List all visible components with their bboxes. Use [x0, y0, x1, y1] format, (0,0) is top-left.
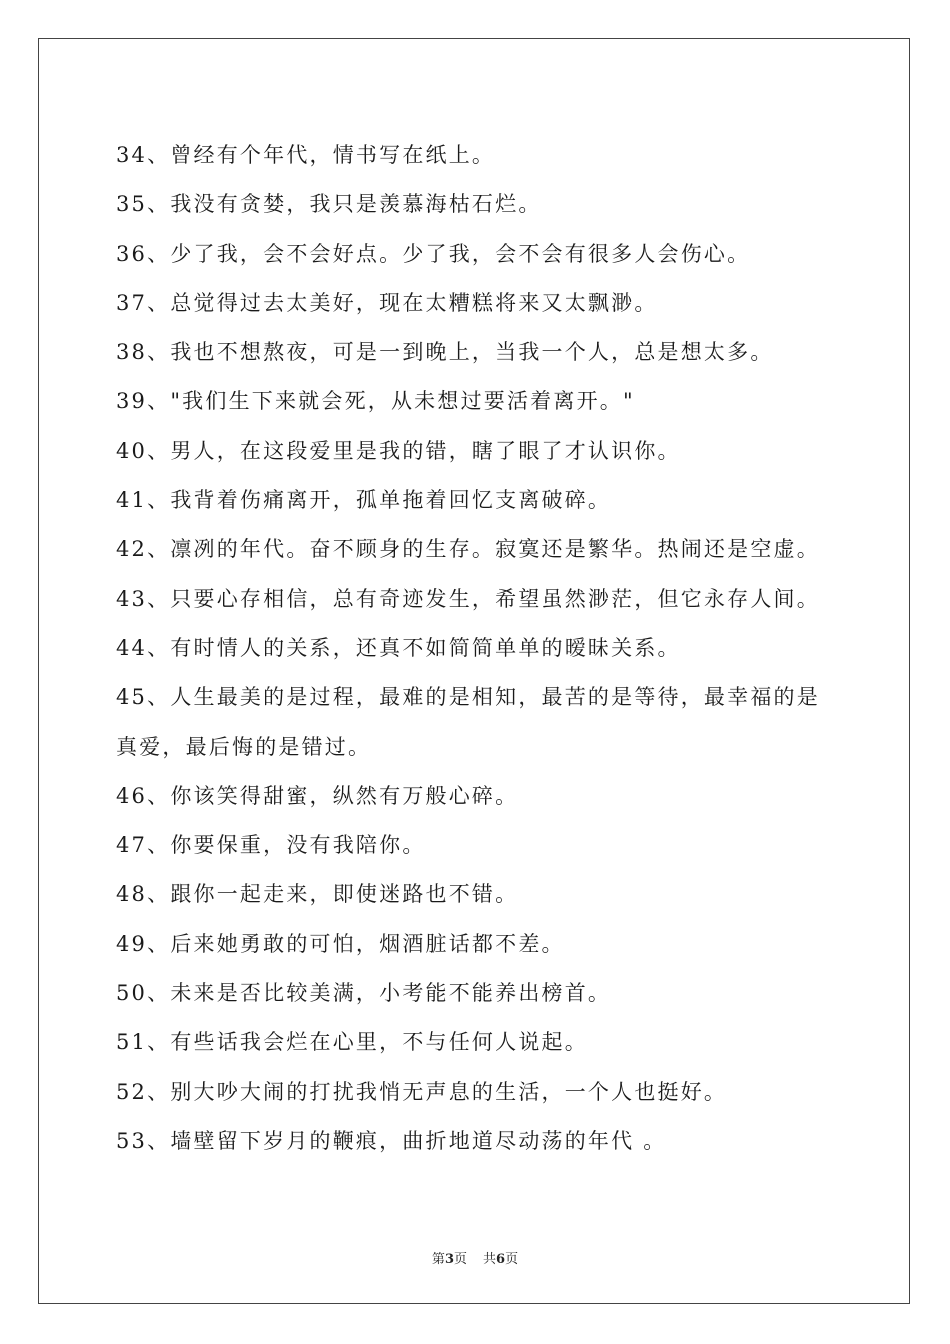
- page-number: [432, 1252, 467, 1267]
- page-current: 3: [444, 1252, 454, 1267]
- text-line: 41、我背着伤痛离开，孤单拖着回忆支离破碎。: [116, 488, 612, 513]
- text-line: 44、有时情人的关系，还真不如简简单单的暧昧关系。: [116, 635, 681, 660]
- text-line: 36、少了我，会不会好点。少了我，会不会有很多人会伤心。: [116, 241, 751, 266]
- text-line: 35、我没有贪婪，我只是羡慕海枯石烂。: [116, 192, 542, 217]
- text-line: 51、有些话我会烂在心里，不与任何人说起。: [116, 1030, 588, 1055]
- page-suffix: 页: [453, 1252, 467, 1267]
- document-body: [116, 131, 846, 1166]
- page-footer: [0, 1248, 950, 1267]
- text-line: 47、你要保重，没有我陪你。: [116, 833, 426, 858]
- text-line: 38、我也不想熬夜，可是一到晚上，当我一个人，总是想太多。: [116, 340, 774, 365]
- text-line: 43、只要心存相信，总有奇迹发生，希望虽然渺茫，但它永存人间。: [116, 586, 820, 611]
- text-line: 50、未来是否比较美满，小考能不能养出榜首。: [116, 981, 612, 1006]
- page-total: [483, 1252, 518, 1267]
- text-line: 52、别大吵大闹的打扰我悄无声息的生活，一个人也挺好。: [116, 1079, 728, 1104]
- text-line: 46、你该笑得甜蜜，纵然有万般心碎。: [116, 783, 519, 808]
- text-line: 37、总觉得过去太美好，现在太糟糕将来又太飘渺。: [116, 290, 658, 315]
- text-line: 45、人生最美的是过程，最难的是相知，最苦的是等待，最幸福的是: [116, 685, 820, 710]
- text-line: 49、后来她勇敢的可怕，烟酒脏话都不差。: [116, 931, 565, 956]
- total-suffix: 页: [505, 1252, 519, 1267]
- text-line: 34、曾经有个年代，情书写在纸上。: [116, 143, 496, 167]
- page-prefix: 第: [431, 1252, 445, 1267]
- text-line: 40、男人，在这段爱里是我的错，瞎了眼了才认识你。: [116, 438, 681, 463]
- text-line: 48、跟你一起走来，即使迷路也不错。: [116, 882, 519, 907]
- text-line: 39、"我们生下来就会死，从未想过要活着离开。": [116, 389, 635, 414]
- total-count: 6: [496, 1252, 506, 1267]
- total-prefix: 共: [483, 1252, 497, 1267]
- text-line: 真爱，最后悔的是错过。: [116, 734, 372, 759]
- text-line: 42、凛冽的年代。奋不顾身的生存。寂寞还是繁华。热闹还是空虚。: [116, 537, 820, 562]
- text-line: 53、墙壁留下岁月的鞭痕，曲折地道尽动荡的年代 。: [116, 1128, 667, 1153]
